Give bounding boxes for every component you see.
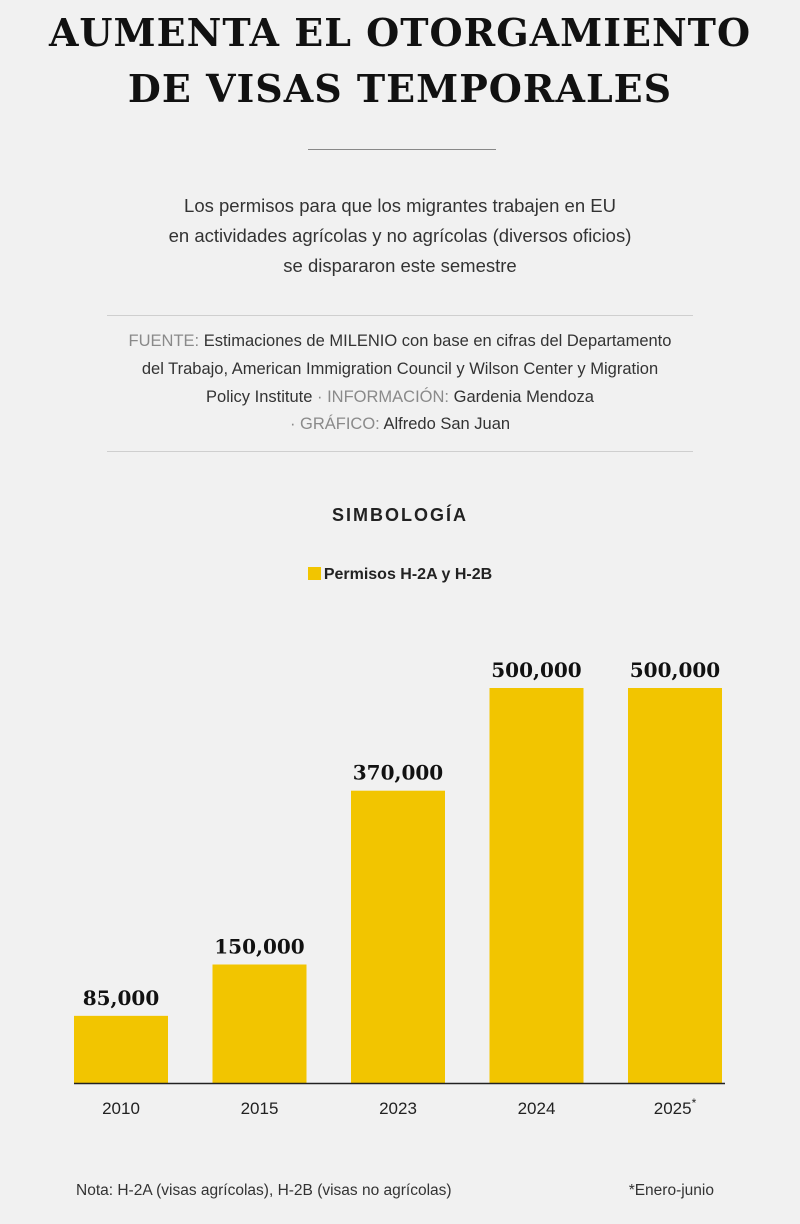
legend-title: SIMBOLOGÍA <box>332 505 468 525</box>
bar-2024 <box>490 688 584 1083</box>
source-text-1: Estimaciones de MILENIO con base en cifras del Departamento <box>203 332 672 350</box>
tick-label-2024: 2024 <box>517 1099 556 1118</box>
graphic-text: Alfredo San Juan <box>383 415 511 433</box>
title-line-2: DE VISAS TEMPORALES <box>127 66 673 111</box>
tick-label-2010: 2010 <box>102 1099 140 1118</box>
source-text-3: Policy Institute <box>206 388 313 406</box>
footnote-note: Nota: H-2A (visas agrícolas), H-2B (visas no agrícolas) <box>76 1182 452 1199</box>
legend-item-label: Permisos H-2A y H-2B <box>323 566 493 583</box>
value-label-2010: 85,000 <box>82 985 160 1010</box>
subtitle-line-3: se dispararon este semestre <box>283 255 517 276</box>
info-text: Gardenia Mendoza <box>453 388 594 406</box>
tick-label-2023: 2023 <box>379 1099 417 1118</box>
title-line-1: AUMENTA EL OTORGAMIENTO <box>48 10 752 55</box>
value-label-2015: 150,000 <box>214 934 305 959</box>
subtitle-line-1: Los permisos para que los migrantes trabajen en EU <box>184 195 616 216</box>
subtitle-line-2: en actividades agrícolas y no agrícolas (diversos oficios) <box>168 225 632 246</box>
source-text-2: del Trabajo, American Immigration Council y Wilson Center y Migration <box>141 360 659 378</box>
bar-2015 <box>213 965 307 1084</box>
value-label-2023: 370,000 <box>352 760 444 785</box>
graphic-label: · GRÁFICO: <box>289 415 380 433</box>
footnote-asterisk: *Enero-junio <box>628 1182 714 1199</box>
bar-2010 <box>74 1016 168 1083</box>
source-label: FUENTE: <box>128 332 200 350</box>
tick-label-2015: 2015 <box>240 1099 279 1118</box>
tick-marker-2025: * <box>691 1096 697 1110</box>
tick-label-2025: 2025* <box>653 1096 697 1118</box>
bar-2023 <box>351 791 445 1083</box>
info-label: · INFORMACIÓN: <box>317 388 450 406</box>
value-label-2025: 500,000 <box>629 658 721 682</box>
value-label-2024: 500,000 <box>491 658 582 682</box>
bar-2025 <box>628 688 722 1083</box>
